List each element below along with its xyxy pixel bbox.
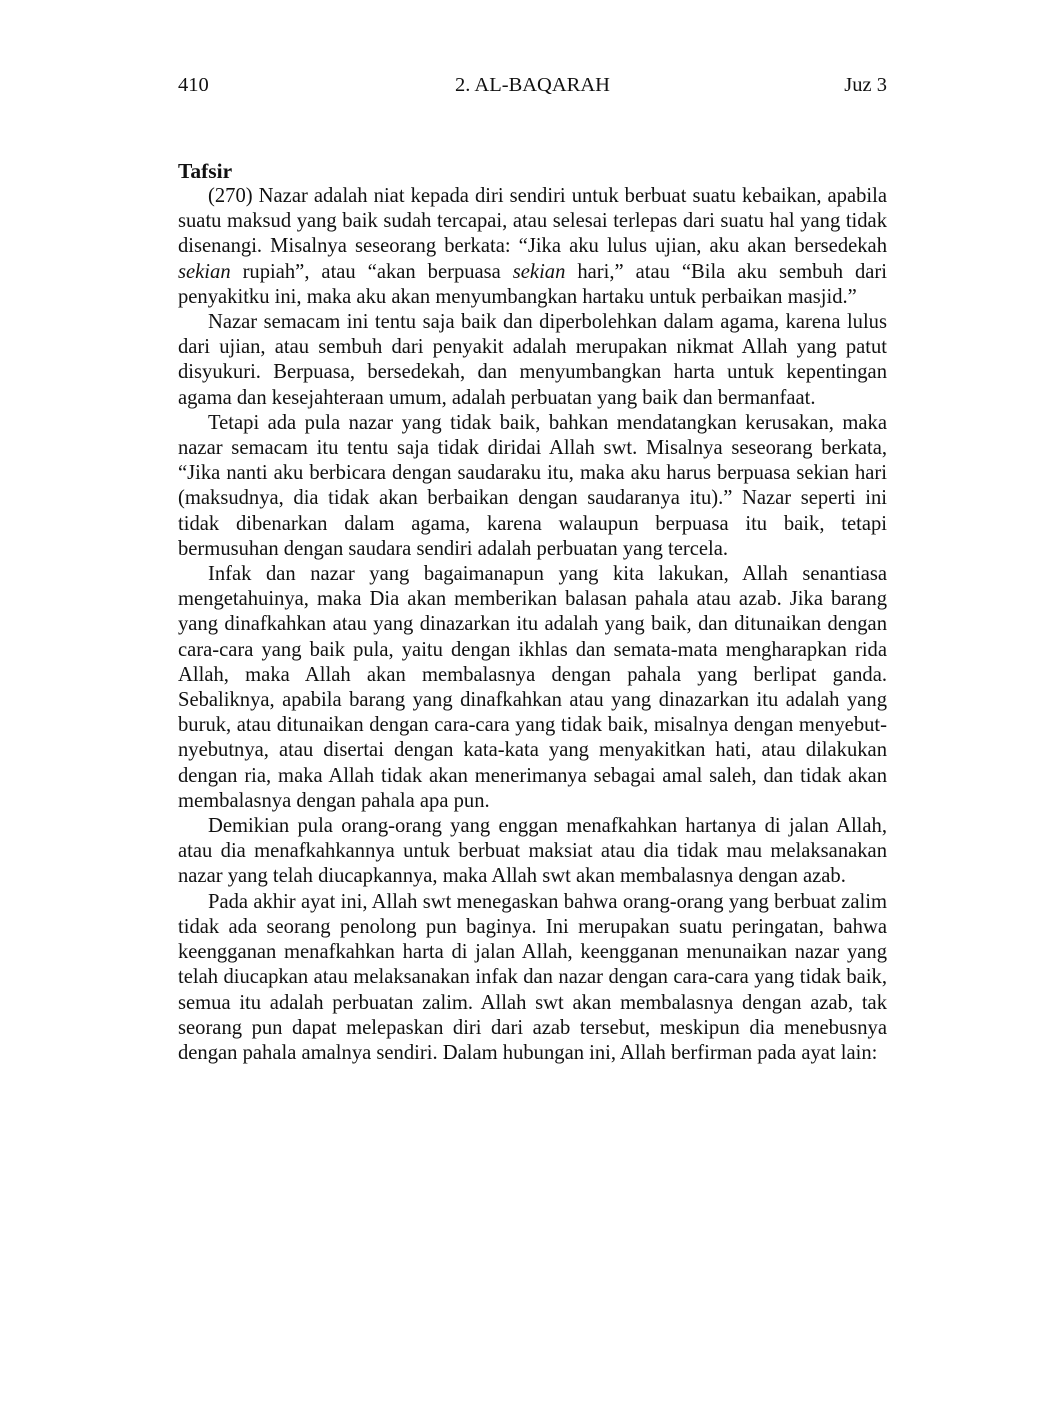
book-page	[178, 0, 887, 1417]
paragraph-1	[178, 184, 887, 310]
page-number: 410	[178, 74, 209, 96]
paragraph-6: Pada akhir ayat ini, Allah swt menegaskan bahwa orang-orang yang berbuat zalim tidak ada seorang penolong pun baginya. Ini merupakan suatu peringatan, bahwa keengganan menafkahkan harta di jalan Allah, keengganan menunaikan nazar yang telah diucapkan atau melaksanakan infak dan nazar dengan cara-cara yang tidak baik, semua itu adalah perbuatan zalim. Allah swt akan membalasnya dengan azab, tak seorang pun dapat melepaskan diri dari azab tersebut, meskipun dia menebusnya dengan pahala amalnya sendiri. Dalam hubungan ini, Allah berfirman pada ayat lain:	[178, 890, 887, 1064]
paragraph-2: Nazar semacam ini tentu saja baik dan diperbolehkan dalam agama, karena lulus dari ujian, atau sembuh dari penyakit adalah merupakan nikmat Allah yang patut disyukuri. Berpuasa, bersedekah, dan menyumbangkan harta untuk kepentingan agama dan kesejahteraan umum, adalah perbuatan yang baik dan bermanfaat.	[178, 311, 887, 409]
section-heading: Tafsir	[178, 159, 233, 183]
paragraph-4: Infak dan nazar yang bagaimanapun yang kita lakukan, Allah senantiasa mengetahuinya, maka Dia akan memberikan balasan pahala atau azab. Jika barang yang dinafkahkan atau yang dinazarkan itu adalah yang baik, dan ditunaikan dengan cara-cara yang baik pula, yaitu dengan ikhlas dan semata-mata mengharapkan rida Allah, maka Allah akan membalasnya dengan pahala yang berlipat ganda. Sebaliknya, apabila barang yang dinafkahkan atau yang dinazarkan itu adalah yang buruk, atau ditunaikan dengan cara-cara yang tidak baik, misalnya dengan menyebut-nyebutnya, atau disertai dengan kata-kata yang menyakitkan hati, atau dilakukan dengan ria, maka Allah tidak akan menerimanya sebagai amal saleh, dan tidak akan membalasnya dengan pahala apa pun.	[178, 563, 887, 812]
paragraph-3: Tetapi ada pula nazar yang tidak baik, bahkan mendatangkan kerusakan, maka nazar semacam itu tentu saja tidak diridai Allah swt. Misalnya seseorang berkata, “Jika nanti aku berbicara dengan saudaraku itu, maka aku harus berpuasa sekian hari (maksudnya, dia tidak akan berbaikan dengan saudaranya itu).” Nazar seperti ini tidak dibenarkan dalam agama, karena walaupun berpuasa itu baik, tetapi bermusuhan dengan saudara sendiri adalah perbuatan yang tercela.	[178, 411, 887, 560]
paragraph-5: Demikian pula orang-orang yang enggan menafkahkan hartanya di jalan Allah, atau dia menafkahkannya untuk berbuat maksiat atau dia tidak mau melaksanakan nazar yang telah diucapkannya, maka Allah swt akan membalasnya dengan azab.	[178, 815, 887, 888]
surah-title: 2. AL-BAQARAH	[455, 74, 610, 96]
running-header	[178, 72, 887, 98]
paragraph-1-part-e: hari,” atau “Bila aku sembuh dari penyakitku ini, maka aku akan menyumbangkan hartaku untuk perbaikan masjid.”	[178, 260, 887, 308]
tafsir-body	[178, 184, 887, 1066]
paragraph-1-italic-1: sekian	[178, 260, 231, 283]
paragraph-1-italic-2: sekian	[512, 260, 566, 283]
paragraph-1-part-c: rupiah”, atau “akan berpuasa	[230, 260, 513, 283]
juz-label: Juz 3	[844, 74, 887, 96]
paragraph-1-part-a: (270) Nazar adalah niat kepada diri sendiri untuk berbuat suatu kebaikan, apabila suatu maksud yang baik sudah tercapai, atau selesai terlepas dari suatu hal yang tidak disenangi. Misalnya seseorang berkata: “Jika aku lulus ujian, aku akan bersedekah	[178, 185, 887, 258]
